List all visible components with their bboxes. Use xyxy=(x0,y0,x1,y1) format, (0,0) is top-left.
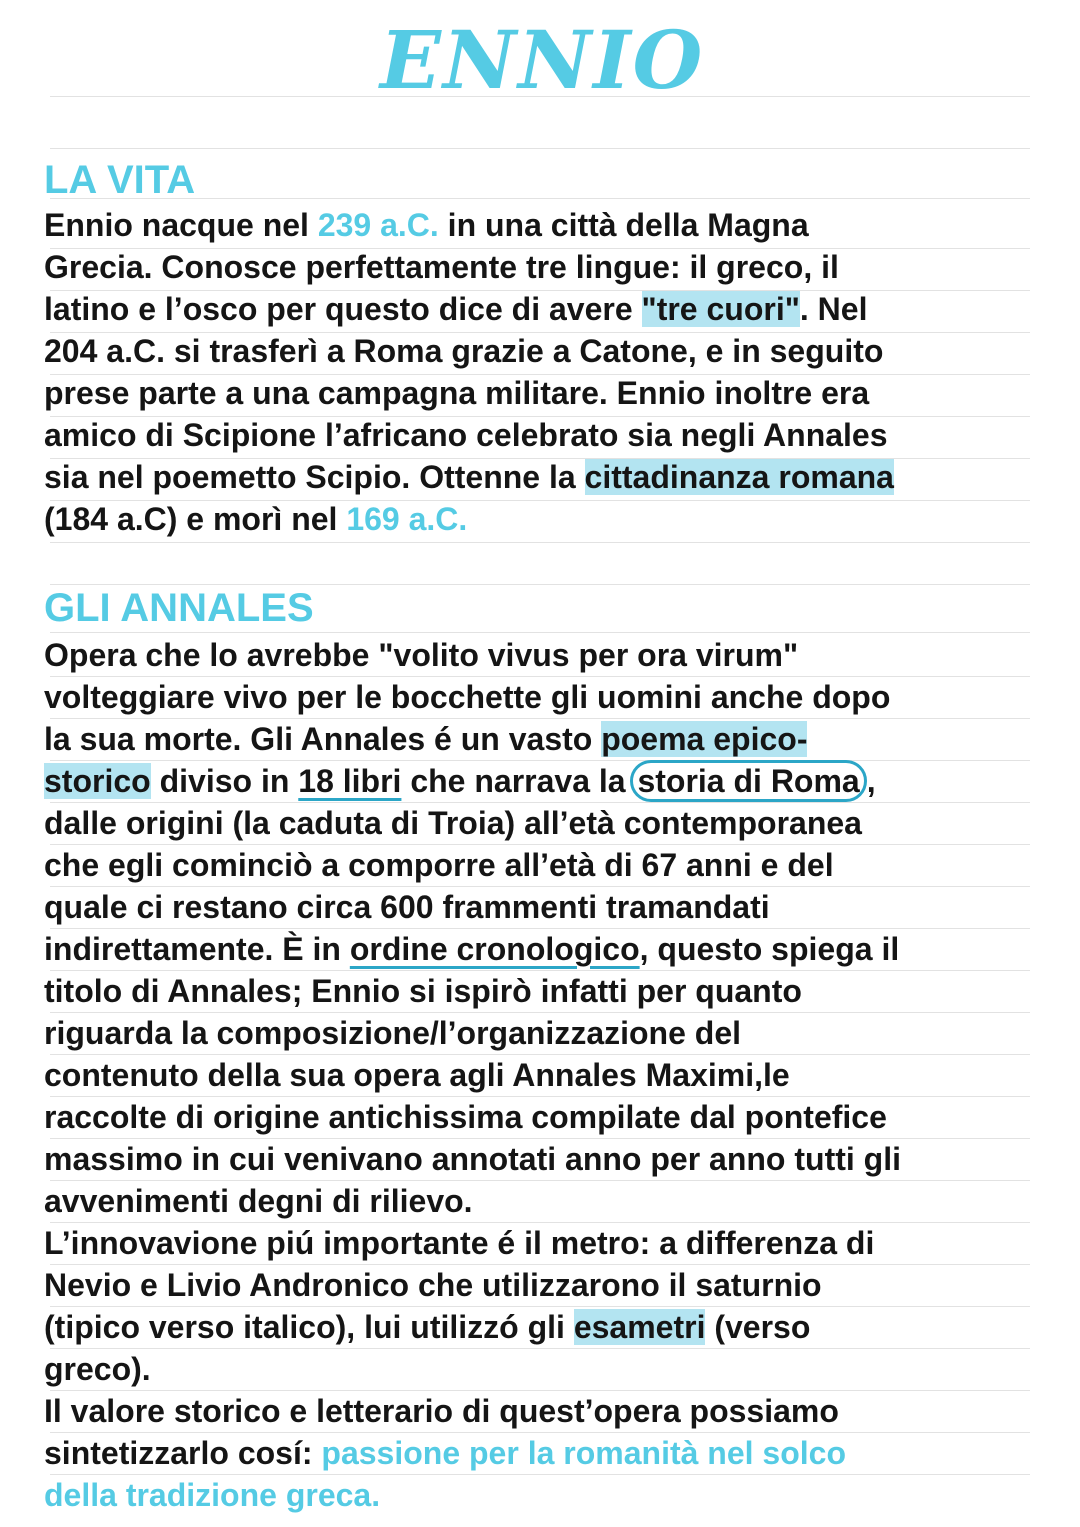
text-line xyxy=(44,288,1044,330)
text-line xyxy=(44,1054,1044,1096)
text-run: Il valore storico e letterario di quest’opera possiamo xyxy=(44,1393,839,1429)
text-run: in una città della Magna xyxy=(438,207,809,243)
text-run: Grecia. Conosce perfettamente tre lingue: il greco, il xyxy=(44,249,839,285)
text-run: greco). xyxy=(44,1351,151,1387)
text-run: Ennio nacque nel xyxy=(44,207,318,243)
text-run: contenuto della sua opera agli Annales Maximi,le xyxy=(44,1057,790,1093)
text-line xyxy=(44,760,1044,802)
text-run: quale ci restano circa 600 frammenti tramandati xyxy=(44,889,770,925)
text-run: diviso in xyxy=(150,763,299,799)
text-line xyxy=(44,634,1044,676)
text-run: riguarda la composizione/l’organizzazione del xyxy=(44,1015,742,1051)
text-line xyxy=(44,1012,1044,1054)
text-run: prese parte a una campagna militare. Ennio inoltre era xyxy=(44,375,870,411)
text-run: massimo in cui venivano annotati anno per anno tutti gli xyxy=(44,1141,901,1177)
text-line xyxy=(44,886,1044,928)
text-run: , questo spiega il xyxy=(639,931,900,967)
text-line xyxy=(44,246,1044,288)
text-run: volteggiare vivo per le bocchette gli uomini anche dopo xyxy=(44,679,891,715)
date-birth: 239 a.C. xyxy=(317,207,439,243)
text-line xyxy=(44,970,1044,1012)
text-line xyxy=(44,1096,1044,1138)
text-run: titolo di Annales; Ennio si ispirò infatti per quanto xyxy=(44,973,802,1009)
text-run: dalle origini (la caduta di Troia) all’età contemporanea xyxy=(44,805,862,841)
text-run: 204 a.C. si trasferì a Roma grazie a Catone, e in seguito xyxy=(44,333,884,369)
text-line xyxy=(44,330,1044,372)
text-run: (verso xyxy=(705,1309,811,1345)
text-run: che narrava la xyxy=(401,763,635,799)
text-line xyxy=(44,718,1044,760)
text-line xyxy=(44,456,1044,498)
section-body-annales xyxy=(44,634,1044,1516)
section-heading-vita: LA VITA xyxy=(44,158,196,202)
text-run: . Nel xyxy=(799,291,868,327)
text-run: (tipico verso italico), lui utilizzó gli xyxy=(44,1309,574,1345)
section-heading-annales: GLI ANNALES xyxy=(44,586,314,630)
text-run: indirettamente. È in xyxy=(44,931,350,967)
text-run: che egli cominciò a comporre all’età di 67 anni e del xyxy=(44,847,834,883)
date-death: 169 a.C. xyxy=(346,501,468,537)
text-run: avvenimenti degni di rilievo. xyxy=(44,1183,473,1219)
page-title: ENNIO xyxy=(380,13,705,107)
text-line xyxy=(44,1474,1044,1516)
text-run: Opera che lo avrebbe "volito vivus per ora virum" xyxy=(44,637,799,673)
circled-storia-di-roma: storia di Roma xyxy=(630,760,866,802)
text-line xyxy=(44,414,1044,456)
text-line xyxy=(44,1222,1044,1264)
text-line xyxy=(44,1348,1044,1390)
page-rule xyxy=(50,148,1030,149)
conclusion-accent: della tradizione greca. xyxy=(44,1477,381,1513)
text-run: amico di Scipione l’africano celebrato sia negli Annales xyxy=(44,417,888,453)
highlight-storico: storico xyxy=(44,763,151,799)
page-rule xyxy=(50,198,1030,199)
highlight-esametri: esametri xyxy=(573,1309,706,1345)
text-run: la sua morte. Gli Annales é un vasto xyxy=(44,721,602,757)
text-line xyxy=(44,1306,1044,1348)
underline-18-libri: 18 libri xyxy=(298,763,402,799)
text-line xyxy=(44,1390,1044,1432)
text-run: raccolte di origine antichissima compilate dal pontefice xyxy=(44,1099,887,1135)
text-line xyxy=(44,1180,1044,1222)
page-rule xyxy=(50,542,1030,543)
text-run: latino e l’osco per questo dice di avere xyxy=(44,291,642,327)
text-line xyxy=(44,498,1044,540)
text-run: sia nel poemetto Scipio. Ottenne la xyxy=(44,459,585,495)
page-rule xyxy=(50,584,1030,585)
text-line xyxy=(44,1264,1044,1306)
section-body-vita xyxy=(44,204,1044,540)
underline-ordine-cronologico: ordine cronologico xyxy=(349,931,640,967)
highlight-poema-epico: poema epico- xyxy=(601,721,808,757)
text-run: , xyxy=(866,763,876,799)
text-line xyxy=(44,802,1044,844)
highlight-tre-cuori: "tre cuori" xyxy=(641,291,800,327)
text-line xyxy=(44,1432,1044,1474)
text-line xyxy=(44,928,1044,970)
text-run: (184 a.C) e morì nel xyxy=(44,501,347,537)
text-run: Nevio e Livio Andronico che utilizzarono il saturnio xyxy=(44,1267,822,1303)
highlight-cittadinanza: cittadinanza romana xyxy=(584,459,894,495)
page-rule xyxy=(50,632,1030,633)
conclusion-accent: passione per la romanità nel solco xyxy=(321,1435,846,1471)
text-line xyxy=(44,1138,1044,1180)
text-run: sintetizzarlo cosí: xyxy=(44,1435,322,1471)
text-line xyxy=(44,844,1044,886)
text-line xyxy=(44,204,1044,246)
text-line xyxy=(44,372,1044,414)
text-run: L’innovavione piú importante é il metro: a differenza di xyxy=(44,1225,875,1261)
text-line xyxy=(44,676,1044,718)
